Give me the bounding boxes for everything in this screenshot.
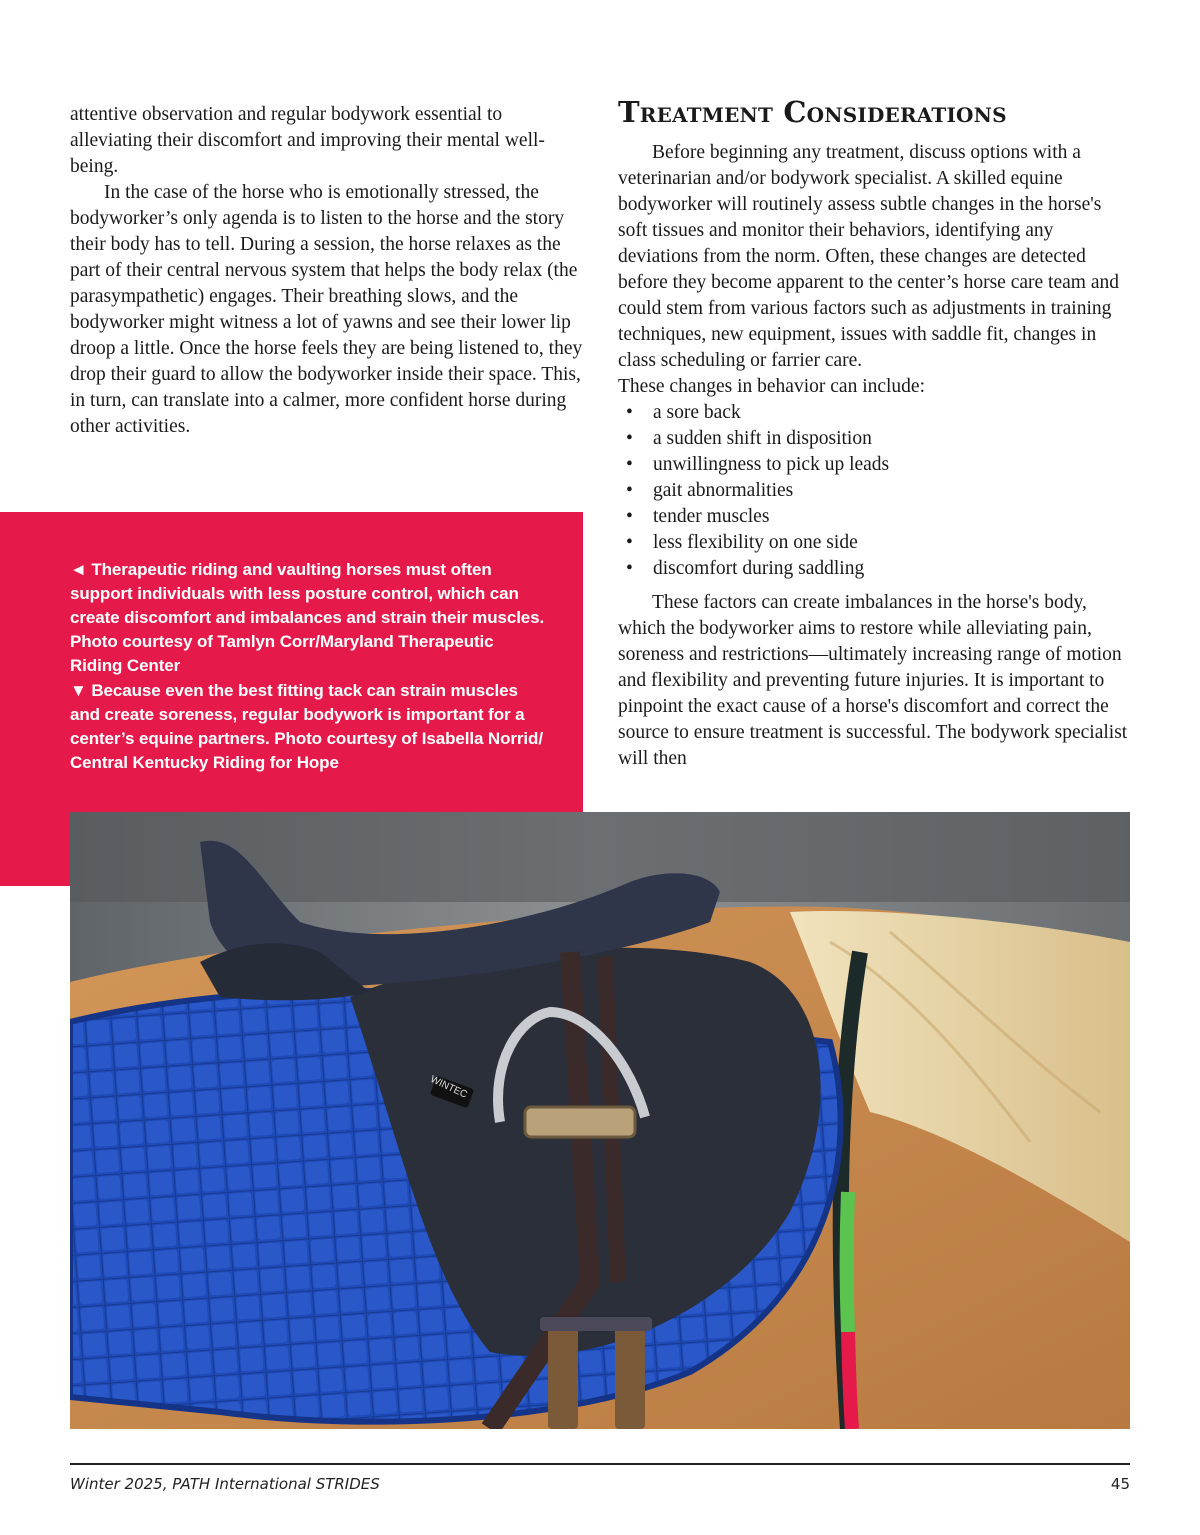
list-item: • a sore back [618, 400, 1130, 426]
section-heading: Treatment Considerations [618, 95, 1007, 129]
body-paragraph: In the case of the horse who is emotionally stressed, the bodyworker’s only agenda is to listen to the horse and the story their body has to tell. During a session, the horse relaxes as the part of their central nervous system that helps the body relax (the parasympathetic) engages. Their breathing slows, and the bodyworker might witness a lot of yawns and see their lower lip droop a little. Once the horse feels they are being listened to, they drop their guard to allow the bodyworker inside their space. This, in turn, can translate into a calmer, more confident horse during other activities. [70, 182, 583, 437]
bullet-icon: • [626, 506, 633, 527]
left-text-column [70, 102, 585, 440]
list-item: • unwillingness to pick up leads [618, 452, 1130, 478]
photo-caption-left: ◄ Therapeutic riding and vaulting horses must often support individuals with less posture control, which can create discomfort and imbalances and strain their muscles. Photo courtesy of Tamlyn Corr/Maryland Therapeutic Riding Center [70, 560, 545, 675]
list-item: • discomfort during saddling [618, 556, 1130, 582]
stirrup-brand-label: WINTEC [428, 1074, 469, 1101]
bullet-icon: • [626, 454, 633, 475]
list-item: • less flexibility on one side [618, 530, 1130, 556]
bullet-icon: • [626, 402, 633, 423]
page-number: 45 [1110, 1475, 1130, 1493]
right-text-column [618, 140, 1130, 772]
list-item: • tender muscles [618, 504, 1130, 530]
list-intro: These changes in behavior can include: [618, 376, 926, 397]
behavior-change-list [618, 400, 1130, 582]
bullet-icon: • [626, 558, 633, 579]
publication-name: Winter 2025, PATH International STRIDES [70, 1475, 380, 1493]
saddle-photo [70, 812, 1130, 1429]
bullet-icon: • [626, 532, 633, 553]
body-paragraph: attentive observation and regular bodywork essential to alleviating their discomfort and improving their mental well-being. [70, 104, 545, 177]
bullet-icon: • [626, 428, 633, 449]
photo-caption-below: ▼ Because even the best fitting tack can strain muscles and create soreness, regular bodywork is important for a center’s equine partners. Photo courtesy of Isabella Norrid/ Central Kentucky Riding for Hope [70, 681, 543, 772]
body-paragraph: Before beginning any treatment, discuss options with a veterinarian and/or bodywork specialist. A skilled equine bodyworker will routinely assess subtle changes in the horse's soft tissues and monitor their behaviors, identifying any deviations from the norm. Often, these changes are detected before they become apparent to the center’s horse care team and could stem from various factors such as adjustments in training techniques, new equipment, issues with saddle fit, changes in class scheduling or farrier care. [618, 142, 1119, 371]
body-paragraph: These factors can create imbalances in the horse's body, which the bodyworker aims to restore while alleviating pain, soreness and restrictions—ultimately increasing range of motion and flexibility and preventing future injuries. It is important to pinpoint the exact cause of a horse's discomfort and correct the source to ensure treatment is successful. The bodywork specialist will then [618, 592, 1128, 769]
list-item: • gait abnormalities [618, 478, 1130, 504]
list-item: • a sudden shift in disposition [618, 426, 1130, 452]
bullet-icon: • [626, 480, 633, 501]
footer-divider [70, 1463, 1130, 1465]
